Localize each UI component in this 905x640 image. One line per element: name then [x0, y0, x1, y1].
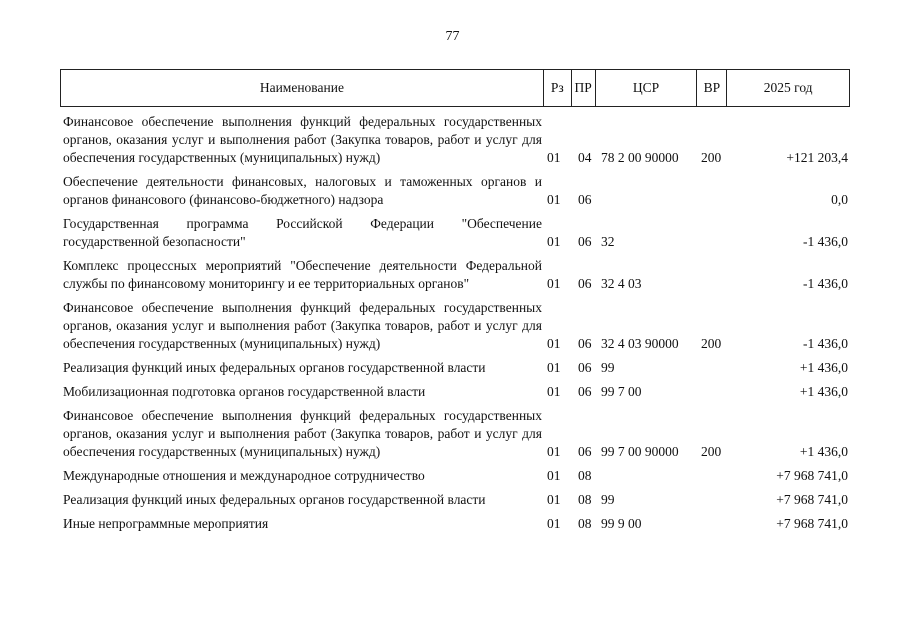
row-name: Финансовое обеспечение выполнения функций федеральных государственных органов, оказания услуг и выполнения работ (Закупка товаров, работ и услуг для обеспечения государственных (муниципальных) нужд)	[63, 408, 542, 459]
row-vr: 200	[701, 444, 722, 459]
row-csr: 99	[601, 492, 615, 507]
row-name: Реализация функций иных федеральных органов государственной власти	[63, 360, 486, 375]
row-amount: +1 436,0	[799, 360, 848, 375]
row-name: Обеспечение деятельности финансовых, налоговых и таможенных органов и органов финансового (финансово-бюджетного) надзора	[63, 174, 542, 207]
row-name: Иные непрограммные мероприятия	[63, 516, 269, 531]
row-rz: 01	[547, 468, 561, 483]
row-pr: 08	[578, 516, 592, 531]
row-name: Комплекс процессных мероприятий "Обеспечение деятельности Федеральной службы по финансовому мониторингу и ее территориальных органов"	[63, 258, 542, 291]
row-rz: 01	[547, 444, 561, 459]
row-name: Международные отношения и международное сотрудничество	[63, 468, 425, 483]
row-rz: 01	[547, 192, 561, 207]
row-csr: 32 4 03	[601, 276, 642, 291]
row-name: Мобилизационная подготовка органов государственной власти	[63, 384, 426, 399]
row-pr: 06	[578, 384, 592, 399]
row-rz: 01	[547, 234, 561, 249]
header-csr: ЦСР	[596, 70, 698, 106]
row-name: Реализация функций иных федеральных органов государственной власти	[63, 492, 486, 507]
table-row	[63, 491, 853, 509]
row-csr: 32 4 03 90000	[601, 336, 679, 351]
row-amount: +7 968 741,0	[776, 468, 848, 483]
row-amount: +121 203,4	[786, 150, 848, 165]
row-pr: 06	[578, 360, 592, 375]
row-pr: 04	[578, 150, 592, 165]
row-amount: -1 436,0	[803, 234, 848, 249]
header-year: 2025 год	[763, 80, 813, 95]
row-csr: 78 2 00 90000	[601, 150, 679, 165]
table-row	[63, 515, 853, 533]
row-amount: -1 436,0	[803, 336, 848, 351]
row-vr: 200	[701, 150, 722, 165]
row-csr: 32	[601, 234, 615, 249]
row-rz: 01	[547, 516, 561, 531]
row-pr: 06	[578, 234, 592, 249]
table-row	[63, 359, 853, 377]
row-amount: +1 436,0	[799, 444, 848, 459]
row-rz: 01	[547, 492, 561, 507]
table-row	[63, 257, 853, 293]
row-amount: +7 968 741,0	[776, 516, 848, 531]
table-row	[63, 407, 853, 461]
table-row	[63, 383, 853, 401]
row-amount: -1 436,0	[803, 276, 848, 291]
row-vr: 200	[701, 336, 722, 351]
table-row	[63, 215, 853, 251]
row-amount: +7 968 741,0	[776, 492, 848, 507]
row-pr: 06	[578, 192, 592, 207]
table-body	[63, 113, 853, 539]
row-pr: 06	[578, 444, 592, 459]
row-name: Финансовое обеспечение выполнения функций федеральных государственных органов, оказания услуг и выполнения работ (Закупка товаров, работ и услуг для обеспечения государственных (муниципальных) нужд)	[63, 300, 542, 351]
row-amount: 0,0	[831, 192, 848, 207]
header-vr: ВР	[697, 70, 727, 106]
row-rz: 01	[547, 384, 561, 399]
header-name: Наименование	[61, 70, 544, 106]
page-number: 77	[445, 29, 460, 44]
row-csr: 99	[601, 360, 615, 375]
row-csr: 99 9 00	[601, 516, 642, 531]
table-row	[63, 467, 853, 485]
row-rz: 01	[547, 150, 561, 165]
row-pr: 06	[578, 336, 592, 351]
table-row	[63, 113, 853, 167]
row-pr: 06	[578, 276, 592, 291]
table-row	[63, 299, 853, 353]
row-name: Государственная программа Российской Федерации "Обеспечение государственной безопасности"	[63, 216, 542, 249]
header-pr: ПР	[572, 70, 596, 106]
row-csr: 99 7 00 90000	[601, 444, 679, 459]
table-header	[60, 69, 850, 107]
header-rz: Рз	[544, 70, 572, 106]
row-pr: 08	[578, 468, 592, 483]
row-rz: 01	[547, 360, 561, 375]
row-csr: 99 7 00	[601, 384, 642, 399]
row-name: Финансовое обеспечение выполнения функций федеральных государственных органов, оказания услуг и выполнения работ (Закупка товаров, работ и услуг для обеспечения государственных (муниципальных) нужд)	[63, 114, 542, 165]
row-pr: 08	[578, 492, 592, 507]
row-rz: 01	[547, 276, 561, 291]
table-row	[63, 173, 853, 209]
row-amount: +1 436,0	[799, 384, 848, 399]
row-rz: 01	[547, 336, 561, 351]
